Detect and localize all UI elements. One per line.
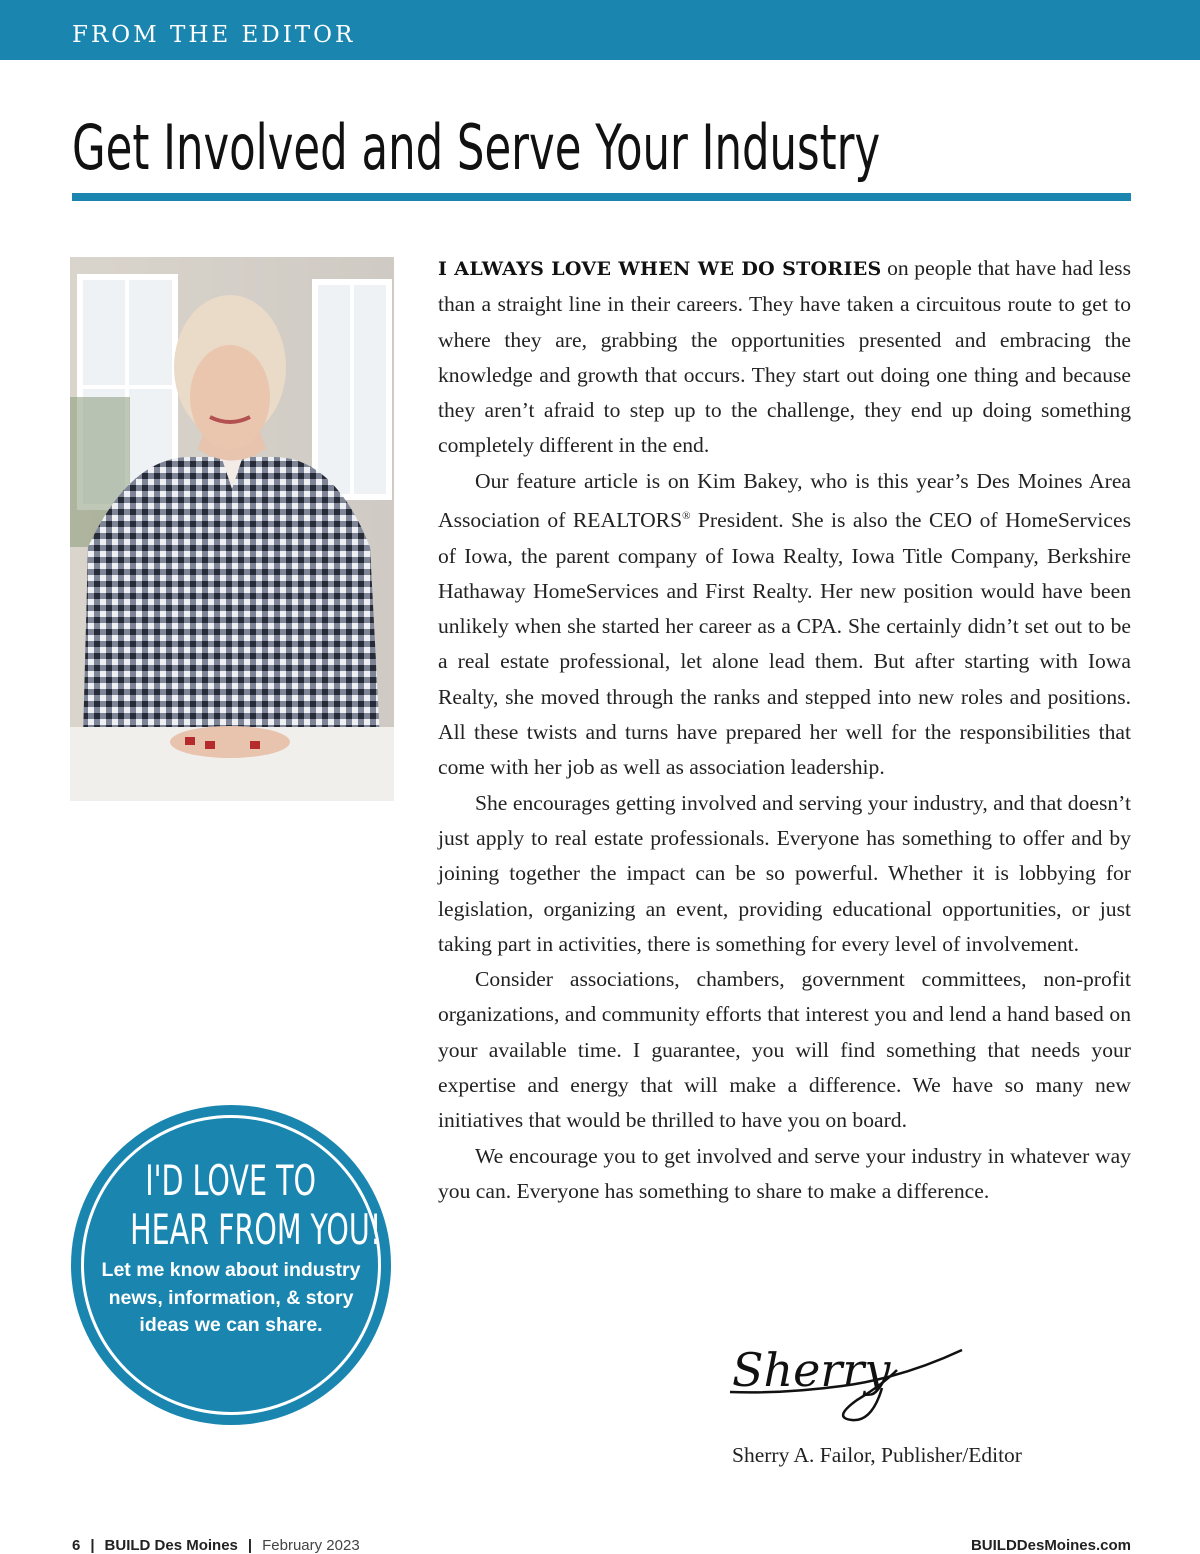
editor-name-title: Sherry A. Failor, Publisher/Editor	[732, 1443, 1022, 1467]
article-paragraph-1	[438, 251, 1131, 464]
footer-separator: |	[90, 1537, 95, 1554]
article-paragraph-3: She encourages getting involved and serving your industry, and that doesn’t just apply to real estate professionals. Everyone has something to offer and by joining together the impact can be so powerful. Whether it is lobbying for legislation, organizing an event, providing educational opportunities, or just taking part in activities, there is something for every level of involvement.	[438, 790, 1131, 956]
badge-headline-1: I'D LOVE TO	[145, 1156, 317, 1205]
article-paragraph-2	[438, 464, 1131, 786]
editor-signature	[722, 1330, 972, 1434]
footer-separator: |	[247, 1537, 253, 1554]
section-label: FROM THE EDITOR	[72, 22, 356, 48]
registered-mark: ®	[682, 510, 691, 523]
svg-text:Sherry: Sherry	[732, 1343, 891, 1397]
website-url: BUILDDesMoines.com	[970, 1537, 1131, 1554]
article-paragraph-4: Consider associations, chambers, government committees, non-profit organizations, and community efforts that interest you and lend a hand based on your available time. I guarantee, you will find something that needs your expertise and energy that will make a difference. We have so many new initiatives that would be thrilled to have you on board.	[438, 967, 1131, 1133]
lead-paragraph-text: on people that have had less than a straight line in their careers. They have taken a circuitous route to get to where they are, grabbing the opportunities presented and embracing the knowledge and growth that occurs. They start out doing one thing and because they aren’t afraid to step up to the challenge, they end up doing something completely different in the end.	[438, 256, 1131, 458]
contact-badge	[71, 1105, 391, 1425]
editor-photo	[70, 257, 394, 801]
paragraph-2-text-a: Our feature article is on Kim Bakey, who is this year’s Des Moines Area Association of REALTORS	[438, 468, 1131, 533]
lead-in-caps: I ALWAYS LOVE WHEN WE DO STORIES	[438, 258, 882, 280]
page-number: 6	[72, 1537, 81, 1554]
issue-date: February 2023	[262, 1537, 360, 1554]
badge-headline-2: HEAR FROM YOU!	[130, 1205, 382, 1254]
publication-name: BUILD Des Moines	[104, 1537, 238, 1554]
title-divider	[72, 193, 1131, 201]
footer-left	[72, 1537, 360, 1554]
badge-subtext: Let me know about industry news, information, & story ideas we can share.	[101, 1259, 361, 1336]
paragraph-2-text-b: President. She is also the CEO of HomeServices of Iowa, the parent company of Iowa Realty, Iowa Title Company, Berkshire Hathaway HomeServices and First Realty. Her new position would have been unlikely when she started her career as a CPA. She certainly didn’t set out to be a real estate professional, let alone lead them. But after starting with Iowa Realty, she moved through the ranks and stepped into new roles and positions. All these twists and turns have prepared her well for the responsibilities that come with her job as well as association leadership.	[438, 508, 1131, 780]
page-title: Get Involved and Serve Your Industry	[72, 111, 881, 184]
article-body	[438, 251, 1131, 1209]
article-paragraph-5: We encourage you to get involved and serve your industry in whatever way you can. Everyone has something to share to make a difference.	[438, 1143, 1131, 1203]
